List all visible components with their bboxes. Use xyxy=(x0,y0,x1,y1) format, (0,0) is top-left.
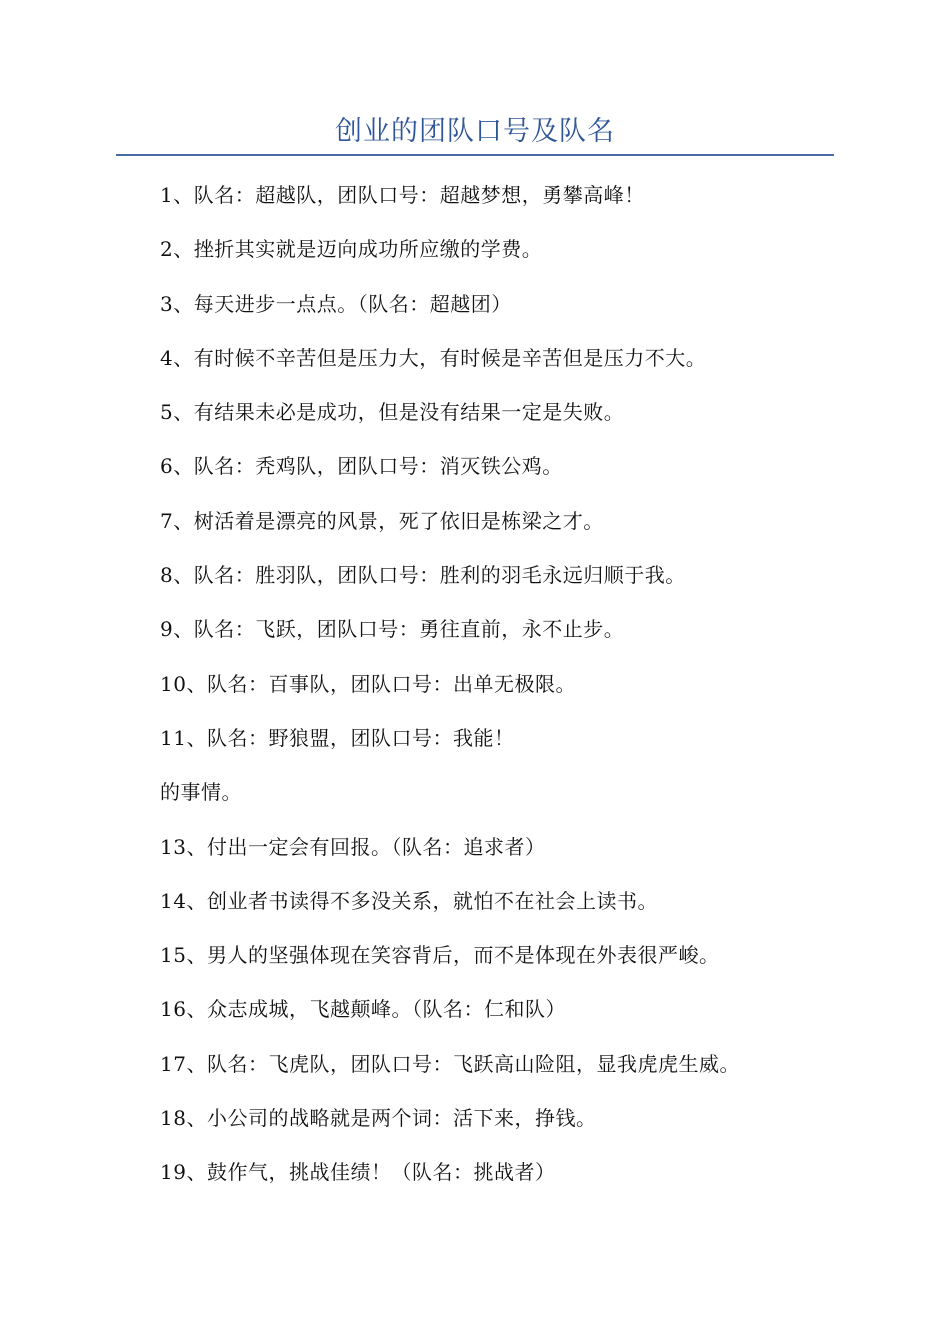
list-item: 16、众志成城，飞越颠峰。（队名：仁和队） xyxy=(160,997,566,1022)
list-item: 13、付出一定会有回报。（队名：追求者） xyxy=(160,834,546,859)
list-item: 2、挫折其实就是迈向成功所应缴的学费。 xyxy=(160,237,543,262)
slogan-list xyxy=(160,178,860,1210)
list-item: 8、队名：胜羽队，团队口号：胜利的羽毛永远归顺于我。 xyxy=(160,563,686,588)
list-item: 3、每天进步一点点。（队名：超越团） xyxy=(160,291,512,316)
list-item: 14、创业者书读得不多没关系，就怕不在社会上读书。 xyxy=(160,888,658,913)
title-underline xyxy=(116,154,834,156)
list-item: 1、队名：超越队，团队口号：超越梦想，勇攀高峰！ xyxy=(160,183,645,207)
list-item: 10、队名：百事队，团队口号：出单无极限。 xyxy=(160,671,576,696)
list-item: 18、小公司的战略就是两个词：活下来，挣钱。 xyxy=(160,1106,597,1131)
document-title: 创业的团队口号及队名 xyxy=(335,116,615,147)
list-item: 6、队名：秃鸡队，团队口号：消灭铁公鸡。 xyxy=(160,454,563,479)
list-item: 的事情。 xyxy=(160,780,242,805)
list-item: 11、队名：野狼盟，团队口号：我能！ xyxy=(160,725,515,750)
list-item: 5、有结果未必是成功，但是没有结果一定是失败。 xyxy=(160,400,625,425)
list-item: 7、树活着是漂亮的风景，死了依旧是栋梁之才。 xyxy=(160,508,604,533)
list-item: 17、队名：飞虎队，团队口号：飞跃高山险阻，显我虎虎生威。 xyxy=(160,1051,740,1076)
list-item: 4、有时候不辛苦但是压力大，有时候是辛苦但是压力不大。 xyxy=(160,345,707,370)
list-item: 19、鼓作气，挑战佳绩！（队名：挑战者） xyxy=(160,1160,556,1185)
list-item: 9、队名：飞跃，团队口号：勇往直前，永不止步。 xyxy=(160,617,625,642)
list-item: 15、男人的坚强体现在笑容背后，而不是体现在外表很严峻。 xyxy=(160,943,720,968)
